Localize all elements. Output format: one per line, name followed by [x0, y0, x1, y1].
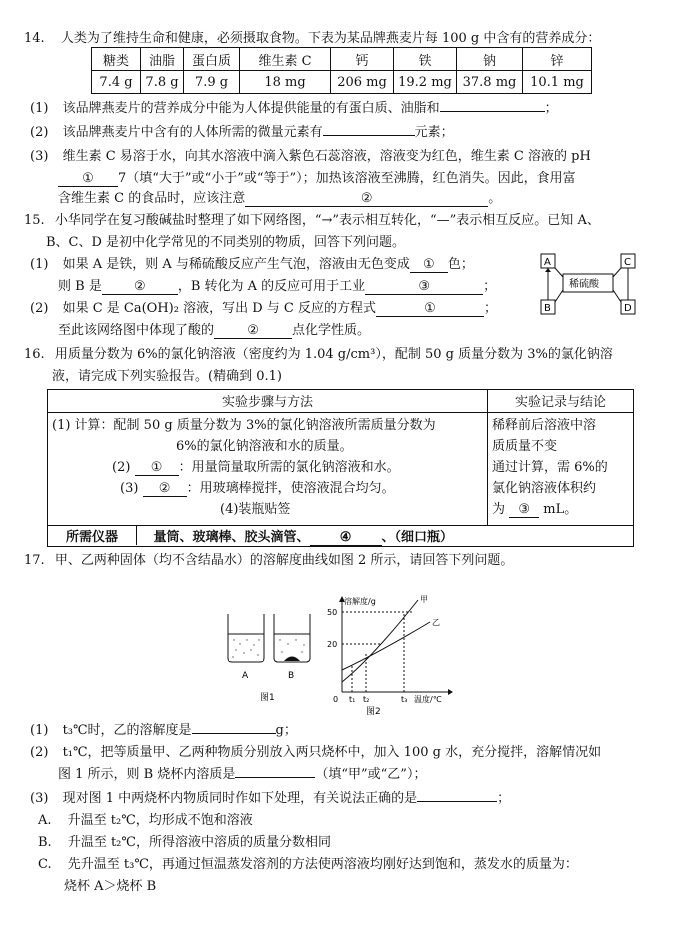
q15-part1-text: 如果 A 是铁，则 A 与稀硫酸反应产生气泡，溶液由无色变成	[62, 257, 410, 272]
q14-part3-text: 7（填“大于”或“小于”或“等于”）；加热该溶液至沸腾，红色消失。因此，食用富	[118, 171, 576, 186]
instruments-list: 量筒、玻璃棒、胶头滴管、	[153, 530, 310, 545]
punctuation: ；	[497, 791, 511, 806]
nutrition-table	[91, 47, 592, 94]
option-a[interactable]	[38, 812, 253, 830]
beaker-a-solution	[229, 635, 263, 661]
nutrition-header-cell: 钙	[331, 48, 394, 71]
q15-part2-text: 如果 C 是 Ca(OH)₂ 溶液，写出 D 与 C 反应的方程式	[62, 301, 376, 316]
q15-part1-line2	[58, 278, 496, 296]
curve-jia-label: 甲	[420, 595, 428, 604]
b-acid-link	[555, 290, 563, 302]
experiment-report-table	[47, 389, 634, 547]
q14-part1-text: 该品牌燕麦片的营养成分中能为人体提供能量的有蛋白质、油脂和	[62, 101, 440, 116]
result-line: 氯化钠溶液体积约	[492, 481, 597, 496]
node-d-label: D	[624, 303, 632, 314]
report-header-results: 实验记录与结论	[488, 390, 634, 413]
part-number: (1)	[30, 101, 49, 116]
report-header-row	[48, 390, 634, 413]
node-c-label: C	[624, 257, 631, 268]
q15-stem-line1	[24, 212, 600, 230]
answer-blank[interactable]	[417, 801, 497, 802]
option-text: 升温至 t₂℃，均形成不饱和溶液	[67, 813, 253, 828]
q17-part3	[30, 790, 510, 808]
q14-stem-text: 人类为了维持生命和健康，必须摄取食物。下表为某品牌燕麦片每 100 g 中含有的营养成分：	[60, 31, 601, 46]
q14-part2	[30, 124, 454, 142]
step-text: ：用玻璃棒搅拌，使溶液混合均匀。	[186, 481, 395, 496]
answer-blank[interactable]: ①	[376, 301, 484, 317]
step-1-line2: 6%的氯化钠溶液和水的质量。	[176, 439, 353, 454]
answer-blank[interactable]: ③	[365, 279, 483, 295]
nutrition-value-cell: 19.2 mg	[394, 71, 457, 94]
option-text: 升温至 t₂℃，所得溶液中溶质的质量分数相同	[67, 835, 331, 850]
nutrition-value-cell: 7.8 g	[141, 71, 184, 94]
tick-t3: t₃	[401, 695, 408, 704]
answer-blank[interactable]: ①	[410, 257, 448, 273]
nutrition-header-cell: 糖类	[92, 48, 141, 71]
curve-yi-label: 乙	[432, 618, 440, 627]
instruments-list: 、（细口瓶）	[381, 530, 454, 545]
instruments-label: 所需仪器	[48, 526, 137, 545]
q17-stem-text: 甲、乙两种固体（均不含结晶水）的溶解度曲线如图 2 所示，请回答下列问题。	[54, 553, 514, 568]
q14-part2-text: 该品牌燕麦片中含有的人体所需的微量元素有	[62, 125, 323, 140]
nutrition-header-cell: 维生素 C	[240, 48, 331, 71]
figure-2-caption: 图2	[366, 707, 381, 717]
punctuation: ；	[483, 279, 497, 294]
q15-part1-text: ，B 转化为 A 的反应可用于工业	[177, 279, 366, 294]
x-axis-label: 温度/℃	[414, 695, 442, 704]
answer-blank[interactable]: ①	[58, 171, 118, 187]
report-footer-row	[48, 526, 634, 547]
step-3	[52, 478, 483, 499]
report-header-steps: 实验步骤与方法	[48, 390, 488, 413]
answer-blank[interactable]: ②	[214, 323, 292, 339]
a-acid-link	[555, 268, 563, 277]
unit-label: mL。	[543, 502, 578, 517]
nutrition-value-cell: 7.4 g	[92, 71, 141, 94]
result-text: 为	[492, 502, 506, 517]
answer-blank[interactable]	[192, 733, 276, 734]
punctuation: 元素；	[414, 125, 454, 140]
result-line: 通过计算，需 6%的	[492, 460, 608, 475]
q16-number: 16.	[24, 347, 45, 362]
nutrition-value-cell: 37.8 mg	[457, 71, 523, 94]
option-label: C.	[38, 857, 52, 872]
q17-part1-text: t₃℃时，乙的溶解度是	[62, 723, 192, 738]
punctuation: 。	[488, 191, 502, 206]
figure-1-caption: 图1	[260, 693, 275, 703]
q14-stem	[24, 30, 600, 48]
q15-part2-line2	[58, 322, 370, 340]
step-2	[52, 457, 483, 478]
tick-50: 50	[327, 608, 338, 617]
nutrition-header-cell: 钠	[457, 48, 523, 71]
part-number: (3)	[30, 149, 49, 164]
q15-part1-text: 色；	[447, 257, 474, 272]
answer-blank[interactable]	[323, 135, 415, 136]
d-acid-link	[613, 290, 621, 302]
q14-part3-line3	[58, 190, 501, 208]
part-number: (3)	[30, 791, 49, 806]
part-number: (2)	[30, 745, 49, 760]
node-b-label: B	[544, 303, 551, 314]
q14-number: 14.	[24, 31, 45, 46]
punctuation: ；	[484, 301, 498, 316]
part-number: (2)	[30, 301, 49, 316]
acid-network-diagram	[535, 250, 645, 318]
c-acid-link	[613, 268, 621, 277]
q14-part1	[30, 100, 558, 118]
tick-20: 20	[327, 640, 338, 649]
x-axis-arrow	[448, 689, 453, 695]
beaker-a-label: A	[242, 671, 249, 681]
nutrition-value-cell: 7.9 g	[184, 71, 240, 94]
figure-2-solubility-chart	[318, 590, 458, 718]
q17-number: 17.	[24, 553, 45, 568]
beaker-b-label: B	[288, 671, 295, 681]
nutrition-value-cell: 206 mg	[331, 71, 394, 94]
result-line: 质质量不变	[492, 439, 558, 454]
q15-stem-text: 小华同学在复习酸碱盐时整理了如下网络图，“→”表示相互转化，“—”表示相互反应。已知 A、	[54, 213, 600, 228]
q16-stem-line1	[24, 346, 613, 364]
answer-blank[interactable]: ③	[509, 502, 539, 518]
part-number: (1)	[30, 723, 49, 738]
option-c[interactable]	[38, 856, 578, 874]
result-line: 稀释前后溶液中溶	[492, 418, 597, 433]
nutrition-header-cell: 锌	[523, 48, 592, 71]
nutrition-value-row	[92, 71, 592, 94]
report-footer-cell	[48, 526, 634, 547]
step-number: (2)	[112, 460, 131, 475]
q17-part1	[30, 722, 297, 740]
q17-part2-text: t₁℃，把等质量甲、乙两种物质分别放入两只烧杯中，加入 100 g 水，充分搅拌，溶解情况如	[62, 745, 602, 760]
tick-t1: t₁	[349, 695, 356, 704]
tick-t2: t₂	[363, 695, 370, 704]
step-1-line1: (1) 计算：配制 50 g 质量分数为 3%的氯化钠溶液所需质量分数为	[52, 418, 436, 433]
q17-stem	[24, 552, 513, 570]
option-c-line2: 烧杯 A＞烧杯 B	[64, 879, 157, 894]
report-body-row	[48, 413, 634, 526]
q15-stem-line2: B、C、D 是初中化学常见的不同类别的物质，回答下列问题。	[46, 235, 406, 250]
q14-part3-line2	[58, 170, 576, 188]
beaker-b	[274, 614, 310, 662]
origin-label: 0	[333, 695, 339, 704]
q17-part2-line1	[30, 744, 601, 762]
nutrition-header-cell: 油脂	[141, 48, 184, 71]
option-label: B.	[38, 835, 52, 850]
nutrition-value-cell: 10.1 mg	[523, 71, 592, 94]
answer-blank[interactable]	[440, 111, 545, 112]
q15-part2-line1	[30, 300, 497, 318]
q14-part3-line1	[30, 148, 591, 166]
q15-part2-text: 至此该网络图中体现了酸的	[58, 323, 215, 338]
beaker-b-undissolved-solid	[284, 657, 300, 662]
q15-part1-text: 则 B 是	[58, 279, 102, 294]
q14-part3-text: 维生素 C 易溶于水，向其水溶液中滴入紫色石蕊溶液，溶液变为红色，维生素 C 溶液的 pH	[62, 149, 591, 164]
q16-stem-text: 用质量分数为 6%的氯化钠溶液（密度约为 1.04 g/cm³），配制 50 g 质量分数为 3%的氯化钠溶	[54, 347, 613, 362]
arrow-head	[545, 268, 551, 272]
center-label: 稀硫酸	[569, 279, 599, 290]
step-4: (4)装瓶贴签	[220, 502, 291, 517]
q15-part1-line1	[30, 256, 474, 274]
part-number: (2)	[30, 125, 49, 140]
curve-yi	[342, 622, 430, 670]
q17-part2-line2	[58, 766, 426, 784]
answer-blank[interactable]	[235, 777, 315, 778]
nutrition-header-cell: 蛋白质	[184, 48, 240, 71]
q17-part1-end: g；	[275, 723, 297, 738]
nutrition-value-cell: 18 mg	[240, 71, 331, 94]
part-number: (1)	[30, 257, 49, 272]
q17-part2-end: （填“甲”或“乙”）；	[315, 767, 427, 782]
step-text: ：用量筒量取所需的氯化钠溶液和水。	[178, 460, 400, 475]
punctuation: ；	[544, 101, 558, 116]
step-number: (3)	[120, 481, 139, 496]
beaker-b-dots	[279, 639, 304, 652]
q17-part3-text: 现对图 1 中两烧杯内物质同时作如下处理，有关说法正确的是	[62, 791, 418, 806]
result-line-volume	[492, 499, 629, 520]
nutrition-header-row	[92, 48, 592, 71]
report-steps-cell	[48, 413, 488, 526]
report-results-cell	[488, 413, 634, 526]
answer-blank[interactable]: ④	[310, 530, 382, 546]
q15-number: 15.	[24, 213, 45, 228]
y-axis-label: 溶解度/g	[344, 597, 376, 606]
q14-part3-text: 含维生素 C 的食品时，应该注意	[58, 191, 246, 206]
node-a-label: A	[544, 257, 551, 268]
option-text: 先升温至 t₃℃，再通过恒温蒸发溶剂的方法使两溶液均刚好达到饱和，蒸发水的质量为：	[67, 857, 578, 872]
nutrition-header-cell: 铁	[394, 48, 457, 71]
q17-part2-text: 图 1 所示，则 B 烧杯内溶质是	[58, 767, 236, 782]
answer-blank[interactable]: ②	[245, 191, 488, 207]
answer-blank[interactable]: ②	[143, 481, 187, 497]
answer-blank[interactable]: ①	[135, 460, 179, 476]
q16-stem-line2: 液，请完成下列实验报告。(精确到 0.1)	[52, 369, 282, 384]
answer-blank[interactable]: ②	[102, 279, 178, 295]
option-label: A.	[38, 813, 52, 828]
figure-1-beakers	[218, 600, 318, 708]
option-b[interactable]	[38, 834, 331, 852]
q15-part2-text: 点化学性质。	[292, 323, 371, 338]
